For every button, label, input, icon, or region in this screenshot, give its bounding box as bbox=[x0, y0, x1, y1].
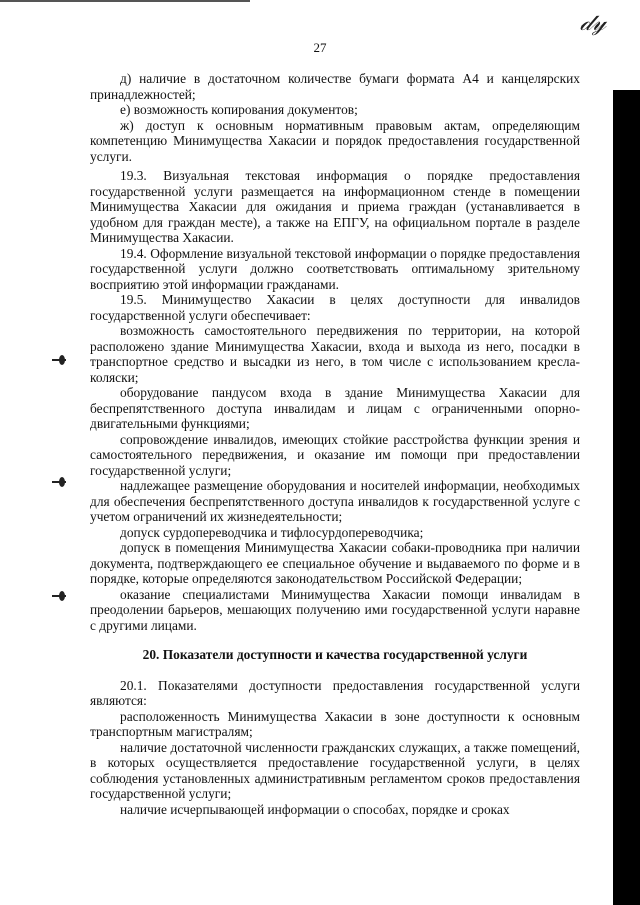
paragraph: сопровождение инвалидов, имеющих стойкие расстройства функции зрения и самостоятельного передвижения, и оказание им помощи при предоставлении государственной услуги; bbox=[90, 431, 580, 478]
paragraph: допуск сурдопереводчика и тифлосурдопереводчика; bbox=[120, 524, 424, 540]
page-number: 27 bbox=[313, 40, 327, 55]
paragraph: 19.3. Визуальная текстовая информация о порядке предоставления государственной услуги размещается на информационном стенде в помещении Минимущества Хакасии для ожидания и приема граждан (устанавливается в удобном для граждан месте), а также на ЕПГУ, на официальном портале в разделе Минимущества Хакасии. bbox=[90, 168, 580, 245]
paragraph: е) возможность копирования документов; bbox=[120, 102, 358, 117]
paragraph: оборудование пандусом входа в здание Минимущества Хакасии для беспрепятственного доступа инвалидам и лицам с ограниченными опорно-двигательными функциями; bbox=[90, 385, 580, 431]
margin-mark-icon bbox=[52, 477, 68, 487]
paragraph: расположенность Минимущества Хакасии в зоне доступности к основным транспортным магистралям; bbox=[90, 708, 580, 739]
section-heading: 20. Показатели доступности и качества государственной услуги bbox=[142, 647, 528, 662]
scan-edge-line bbox=[0, 0, 250, 2]
margin-mark-icon bbox=[52, 355, 68, 365]
paragraph: оказание специалистами Минимущества Хакасии помощи инвалидам в преодолении барьеров, мешающих получению ими государственной услуги наравне с другими лицами. bbox=[90, 586, 580, 633]
document-body bbox=[90, 71, 580, 817]
paragraph: возможность самостоятельного передвижения по территории, на которой расположено здание Минимущества Хакасии, входа и выхода из него, посадки в транспортное средство и высадки из него, в том числе с использованием кресла-коляски; bbox=[90, 323, 580, 385]
paragraph: наличие исчерпывающей информации о способах, порядке и сроках bbox=[120, 801, 510, 817]
paragraph: наличие достаточной численности гражданских служащих, а также помещений, в которых осуществляется предоставление государственной услуги, в целях соблюдения установленных административным регламентом сроков предоставления государственной услуги; bbox=[90, 739, 580, 801]
paragraph: д) наличие в достаточном количестве бумаги формата А4 и канцелярских принадлежностей; bbox=[90, 71, 580, 102]
handwritten-page-mark: 𝒹𝓎 bbox=[580, 10, 607, 36]
margin-mark-icon bbox=[52, 591, 68, 601]
paragraph: 20.1. Показателями доступности предоставления государственной услуги являются: bbox=[90, 677, 580, 708]
paragraph: надлежащее размещение оборудования и носителей информации, необходимых для обеспечения беспрепятственного доступа инвалидов к государственной услуге с учетом ограничений их жизнедеятельности; bbox=[90, 478, 580, 524]
paragraph: ж) доступ к основным нормативным правовым актам, определяющим компетенцию Минимущества Хакасии и порядок предоставления государственной услуги. bbox=[90, 117, 580, 164]
paragraph: 19.4. Оформление визуальной текстовой информации о порядке предоставления государственной услуги должно соответствовать оптимальному зрительному восприятию этой информации гражданами. bbox=[90, 245, 580, 292]
paragraph: 19.5. Минимущество Хакасии в целях доступности для инвалидов государственной услуги обеспечивает: bbox=[90, 292, 580, 323]
paragraph: допуск в помещения Минимущества Хакасии собаки-проводника при наличии документа, подтверждающего ее специальное обучение и выдаваемого по форме и в порядке, которые определяются законодательством Российской Федерации; bbox=[90, 540, 580, 586]
scan-border-bar bbox=[613, 90, 640, 905]
